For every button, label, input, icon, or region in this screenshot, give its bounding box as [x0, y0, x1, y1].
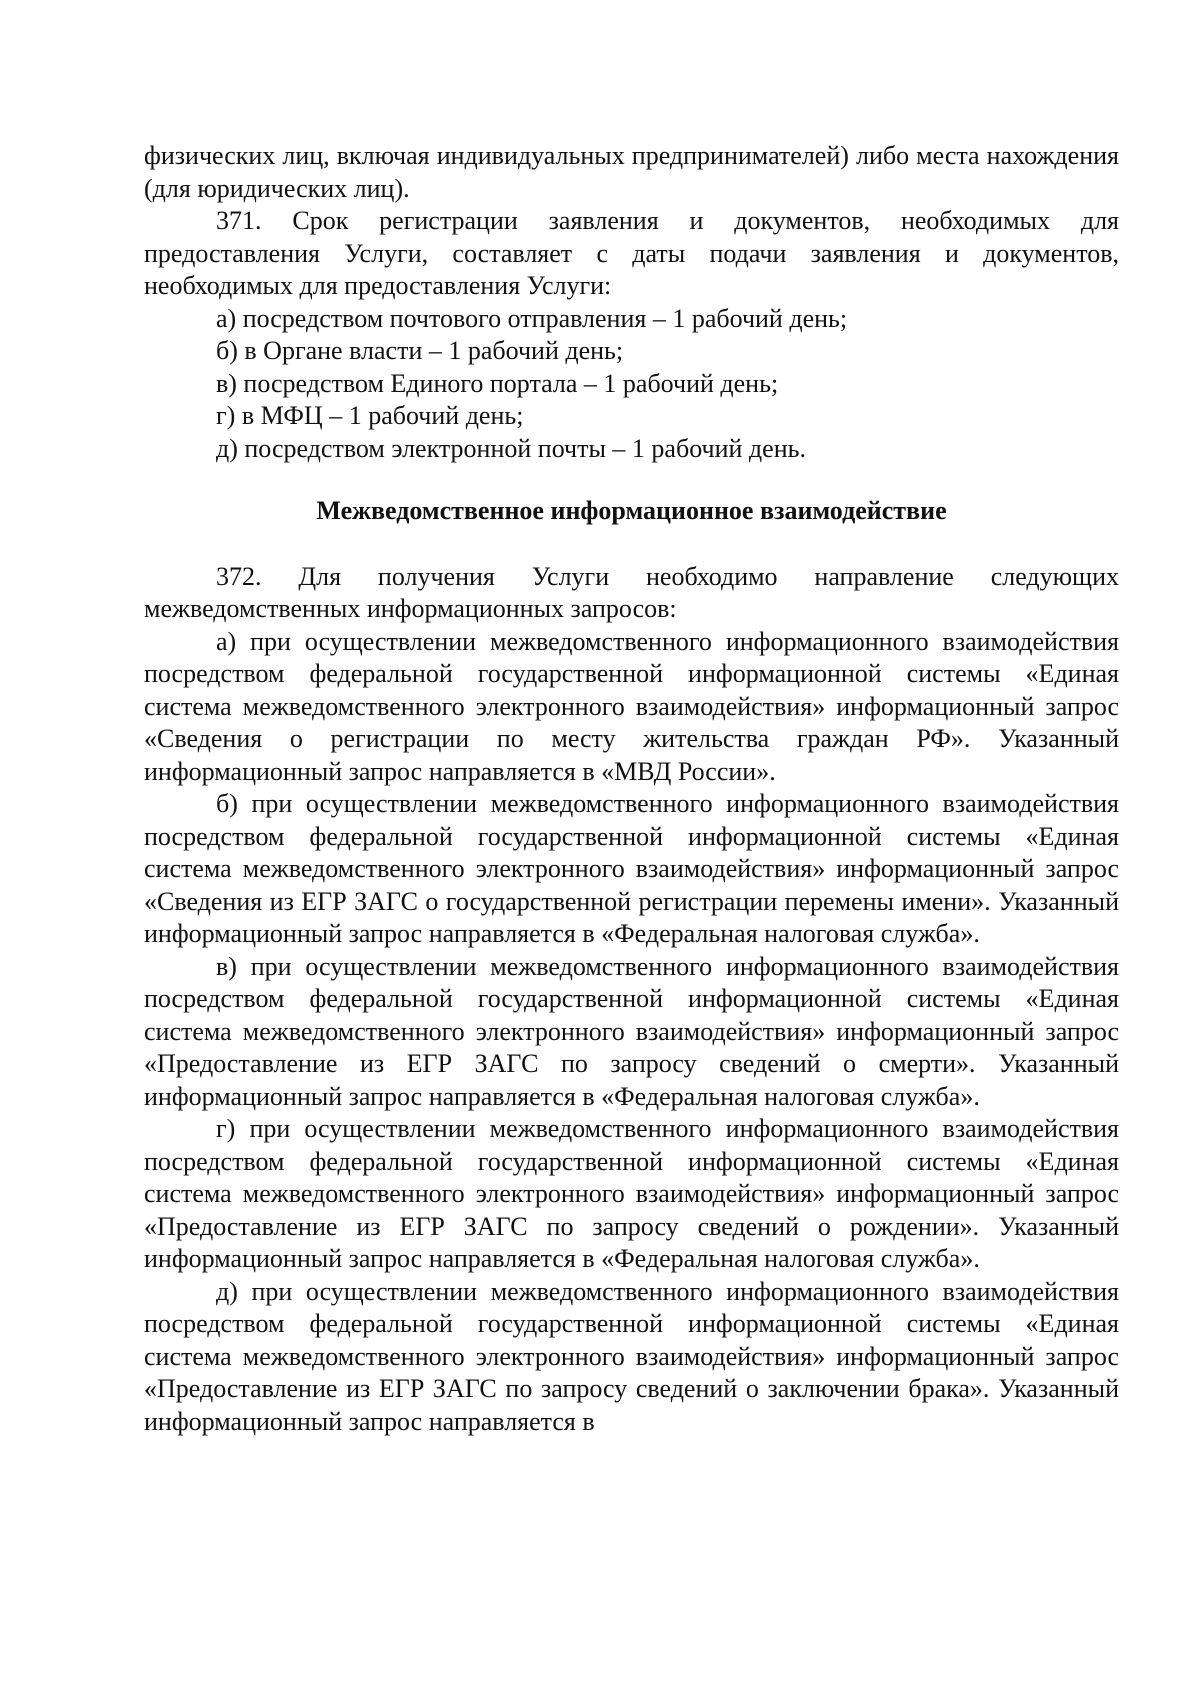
paragraph-372-e: д) при осуществлении межведомственного информационного взаимодействия посредством федеральной государственной информационной системы «Единая система межведомственного электронного взаимодействия» информационный запрос «Предоставление из ЕГР ЗАГС по запросу сведений о заключении брака». Указанный информационный запрос направляется в [144, 1276, 1119, 1436]
paragraph-372-c: в) при осуществлении межведомственного информационного взаимодействия посредством федеральной государственной информационной системы «Единая система межведомственного электронного взаимодействия» информационный запрос «Предоставление из ЕГР ЗАГС по запросу сведений о смерти». Указанный информационный запрос направляется в «Федеральная налоговая служба». [144, 951, 1119, 1111]
paragraph-continuation: физических лиц, включая индивидуальных предпринимателей) либо места нахождения (для юридических лиц). [144, 141, 1119, 203]
list-item-371-e: д) посредством электронной почты – 1 рабочий день. [216, 433, 806, 463]
paragraph-372: 372. Для получения Услуги необходимо направление следующих межведомственных информационных запросов: [144, 561, 1119, 623]
paragraph-372-b: б) при осуществлении межведомственного информационного взаимодействия посредством федеральной государственной информационной системы «Единая система межведомственного электронного взаимодействия» информационный запрос «Сведения из ЕГР ЗАГС о государственной регистрации перемены имени». Указанный информационный запрос направляется в «Федеральная налоговая служба». [144, 789, 1119, 948]
list-item-371-b: б) в Органе власти – 1 рабочий день; [216, 336, 624, 365]
paragraph-371: 371. Срок регистрации заявления и документов, необходимых для предоставления Услуги, составляет с даты подачи заявления и документов, необходимых для предоставления Услуги: [144, 206, 1119, 300]
list-item-371-a: а) посредством почтового отправления – 1 рабочий день; [216, 303, 848, 333]
paragraph-372-a: а) при осуществлении межведомственного информационного взаимодействия посредством федеральной государственной информационной системы «Единая система межведомственного электронного взаимодействия» информационный запрос «Сведения о регистрации по месту жительства граждан РФ». Указанный информационный запрос направляется в «МВД России». [144, 626, 1119, 786]
section-heading: Межведомственное информационное взаимодействие [316, 496, 947, 525]
list-item-371-c: в) посредством Единого портала – 1 рабочий день; [216, 368, 779, 398]
document-page [144, 140, 1119, 1438]
paragraph-372-d: г) при осуществлении межведомственного информационного взаимодействия посредством федеральной государственной информационной системы «Единая система межведомственного электронного взаимодействия» информационный запрос «Предоставление из ЕГР ЗАГС по запросу сведений о рождении». Указанный информационный запрос направляется в «Федеральная налоговая служба». [144, 1114, 1119, 1273]
list-item-371-d: г) в МФЦ – 1 рабочий день; [216, 401, 524, 430]
